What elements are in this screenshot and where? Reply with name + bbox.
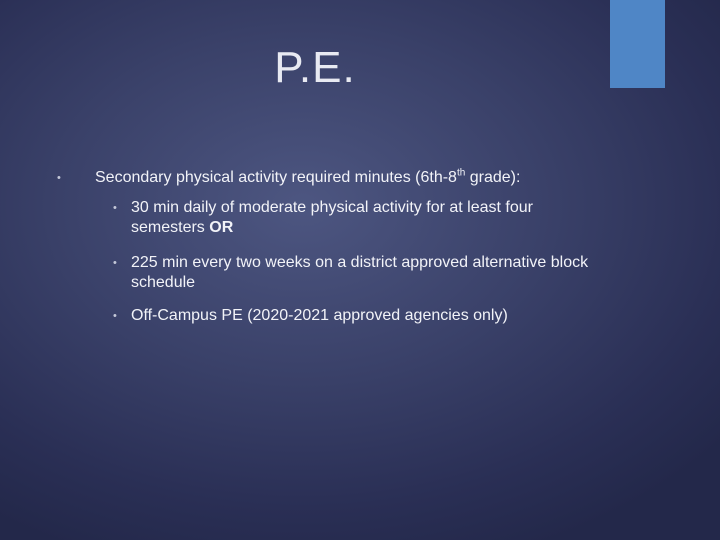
main-bullet-superscript: th [456, 167, 466, 179]
bullet-marker: • [57, 172, 61, 184]
sub-bullet-1 [131, 198, 601, 238]
sub-bullet-2-text: 225 min every two weeks on a district approved alternative block schedule [131, 254, 589, 291]
main-bullet-text: Secondary physical activity required minutes (6th-8 [95, 169, 457, 186]
sub-bullet-marker: • [113, 202, 117, 214]
sub-bullet-2 [131, 253, 601, 293]
sub-bullet-1-text: 30 min daily of moderate physical activity for at least four semesters [131, 199, 533, 236]
slide-title: P.E. [274, 43, 356, 92]
sub-bullet-marker: • [113, 257, 117, 269]
sub-bullet-3 [131, 306, 601, 326]
sub-bullet-1-emphasis: OR [209, 219, 234, 236]
sub-bullet-marker: • [113, 310, 117, 322]
sub-bullet-3-text: Off-Campus PE (2020-2021 approved agencies only) [131, 307, 508, 324]
main-bullet-text-end: grade): [465, 169, 521, 186]
main-bullet [95, 166, 655, 190]
